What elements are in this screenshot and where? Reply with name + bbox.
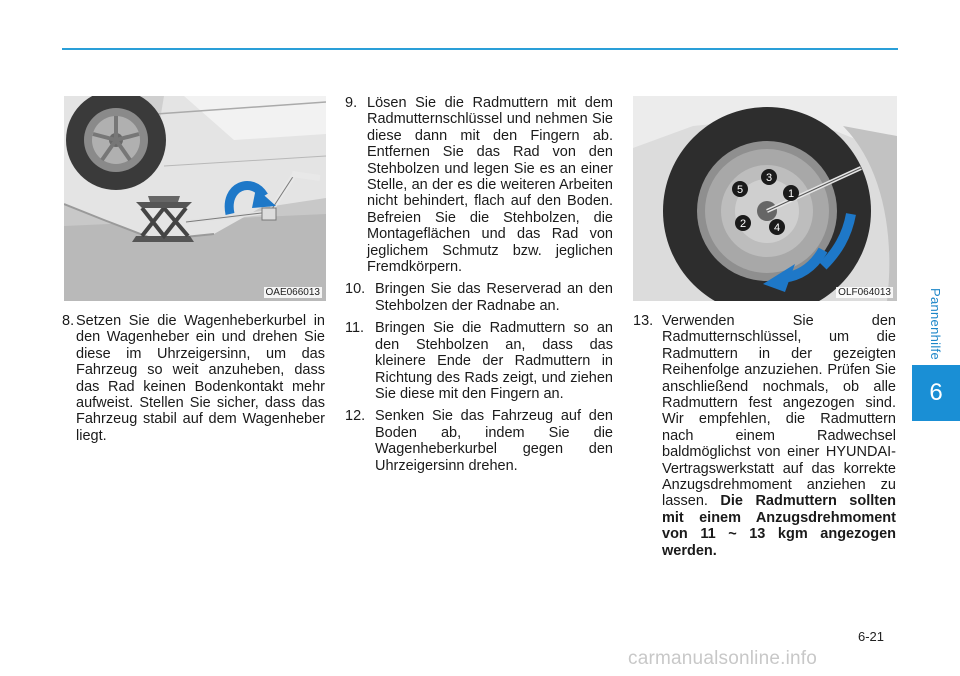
step-12	[345, 408, 613, 474]
torque-warning: Die Radmuttern sollten mit einem Anzugsdrehmoment von 11 ~ 13 kgm angezogen werden.	[662, 493, 897, 559]
header-rule	[62, 48, 898, 50]
step-number: 11.	[345, 320, 365, 337]
step-8	[62, 313, 325, 444]
figure-lug-nut-sequence	[633, 96, 897, 301]
text-column-1	[62, 313, 325, 450]
step-10	[345, 281, 613, 314]
step-text: Lösen Sie die Radmuttern mit dem Radmutternschlüssel und nehmen Sie diese dann mit den Fingern ab. Entfernen Sie das Rad von den Stehbolzen und legen Sie es an einer Stelle, an der es die weiteren Arbeiten nicht behindert, flach auf den Boden. Befreien Sie die Stehbolzen, die Montageflächen und das Rad von jeglichem Schmutz bzw. jeglichen Fremdkörpern.	[367, 95, 613, 276]
step-number: 9.	[345, 95, 358, 111]
step-13	[633, 313, 896, 559]
step-text: Bringen Sie die Radmuttern so an den Stehbolzen an, dass das kleinere Ende der Radmuttern in Richtung des Rads zeigt, und ziehen Sie diese mit den Fingern an.	[375, 320, 613, 402]
step-text-block	[662, 313, 896, 559]
step-number: 13.	[633, 313, 654, 329]
step-text: Bringen Sie das Reserverad an den Stehbolzen der Radnabe an.	[375, 281, 613, 314]
lug-number: 2	[739, 218, 747, 230]
lug-number: 3	[765, 172, 773, 184]
figure-code: OAE066013	[265, 287, 320, 298]
step-number: 12.	[345, 408, 366, 425]
watermark: carmanualsonline.info	[628, 648, 818, 669]
wheel-illustration	[633, 96, 897, 301]
step-number: 10.	[345, 281, 366, 298]
text-column-3	[633, 313, 896, 565]
lug-number: 5	[736, 184, 744, 196]
text-column-2	[345, 95, 613, 480]
step-11	[345, 320, 613, 402]
page-number: 6-21	[858, 629, 885, 644]
chapter-number-tab: 6	[912, 365, 960, 421]
step-text: Setzen Sie die Wagenheberkurbel in den Wagenheber ein und drehen Sie diese im Uhrzeigersinn, um das Fahrzeug so weit anzuheben, dass das Rad keinen Bodenkontakt mehr aufweist. Stellen Sie sicher, dass das Fahrzeug stabil auf dem Wagenheber liegt.	[76, 313, 325, 444]
step-text: Verwenden Sie den Radmutternschlüssel, um die Radmuttern in der gezeigten Reihenfolge anzuziehen. Prüfen Sie anschließend nochmals, ob alle Radmuttern fest angezogen sind. Wir empfehlen, die Radmuttern nach einem Radwechsel baldmöglichst von einer HYUNDAI-Vertragswerkstatt auf das korrekte Anzugsdrehmoment anziehen zu lassen.	[662, 313, 896, 510]
figure-code: OLF064013	[838, 287, 891, 298]
lug-number: 1	[787, 188, 795, 200]
section-tab-label: Pannenhilfe	[928, 288, 943, 360]
step-text: Senken Sie das Fahrzeug auf den Boden ab, indem Sie die Wagenheberkurbel gegen den Uhrzeigersinn drehen.	[375, 408, 613, 474]
lug-number: 4	[773, 222, 781, 234]
figure-jack-illustration	[64, 96, 326, 301]
step-number: 8.	[62, 313, 75, 329]
jack-illustration	[64, 96, 326, 301]
step-9	[345, 95, 613, 275]
